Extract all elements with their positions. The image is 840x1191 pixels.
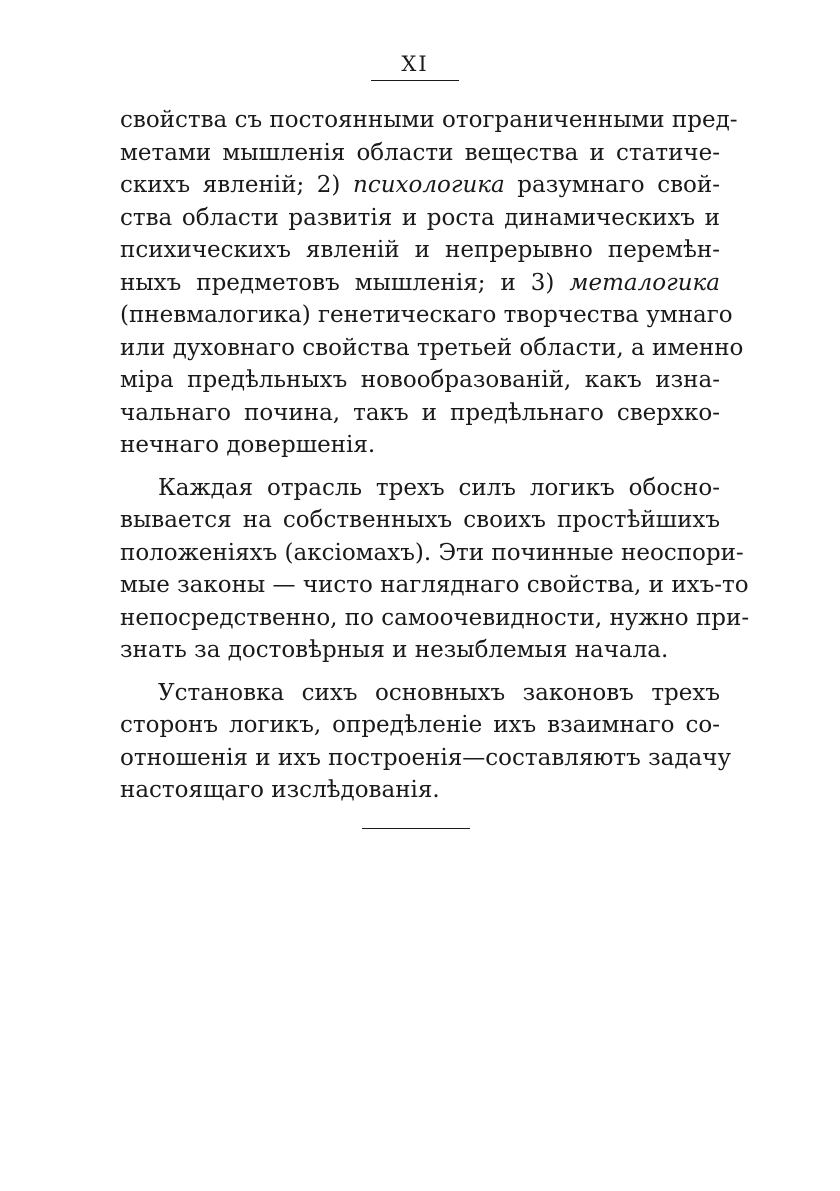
text-line [120, 169, 720, 202]
text-fragment: ныхъ предметовъ мышленія; и 3) [120, 269, 570, 296]
text-line: непосредственно, по самоочевидности, нужно при- [120, 604, 750, 631]
text-line: свойства съ постоянными отограниченными пред- [120, 107, 738, 133]
text-line: Каждая отрасль трехъ силъ логикъ обосно- [158, 474, 720, 501]
text-line: или духовнаго свойства третьей области, а именно [120, 334, 744, 361]
body-text [120, 104, 750, 807]
text-line: чальнаго почина, такъ и предѣльнаго сверхко- [120, 399, 720, 426]
page-header [370, 52, 460, 81]
text-line: отношенія и ихъ построенія—составляютъ задачу [120, 744, 731, 771]
italic-term: металогика [569, 269, 720, 296]
text-fragment: разумнаго свой- [504, 172, 720, 198]
text-line: психическихъ явленій и непрерывно перемѣн- [120, 237, 720, 263]
paragraph [120, 677, 731, 807]
text-line: сторонъ логикъ, опредѣленіе ихъ взаимнаго со- [120, 712, 720, 738]
text-line: положеніяхъ (аксіомахъ). Эти починные неоспори- [120, 539, 744, 566]
text-line: настоящаго изслѣдованія. [120, 777, 440, 803]
text-line: Установка сихъ основныхъ законовъ трехъ [158, 679, 720, 706]
text-fragment: скихъ явленій; 2) [120, 172, 353, 198]
paragraph [120, 104, 744, 462]
paragraph [120, 472, 750, 667]
section-end-rule [362, 828, 470, 829]
text-line: ства области развитія и роста динамическихъ и [120, 204, 720, 231]
italic-term: психологика [353, 172, 505, 198]
text-line: вывается на собственныхъ своихъ простѣйшихъ [120, 507, 720, 533]
header-rule [371, 80, 459, 81]
text-line: знать за достовѣрныя и незыблемыя начала. [120, 637, 669, 663]
text-line [120, 267, 720, 300]
text-line: мые законы — чисто нагляднаго свойства, и ихъ-то [120, 572, 749, 598]
text-line: метами мышленія области вещества и статиче- [120, 139, 720, 166]
text-line: міра предѣльныхъ новообразованій, какъ изна- [120, 367, 720, 393]
text-line: (пневмалогика) генетическаго творчества умнаго [120, 302, 733, 328]
text-line: нечнаго довершенія. [120, 432, 376, 458]
page-number: XI [401, 52, 429, 76]
